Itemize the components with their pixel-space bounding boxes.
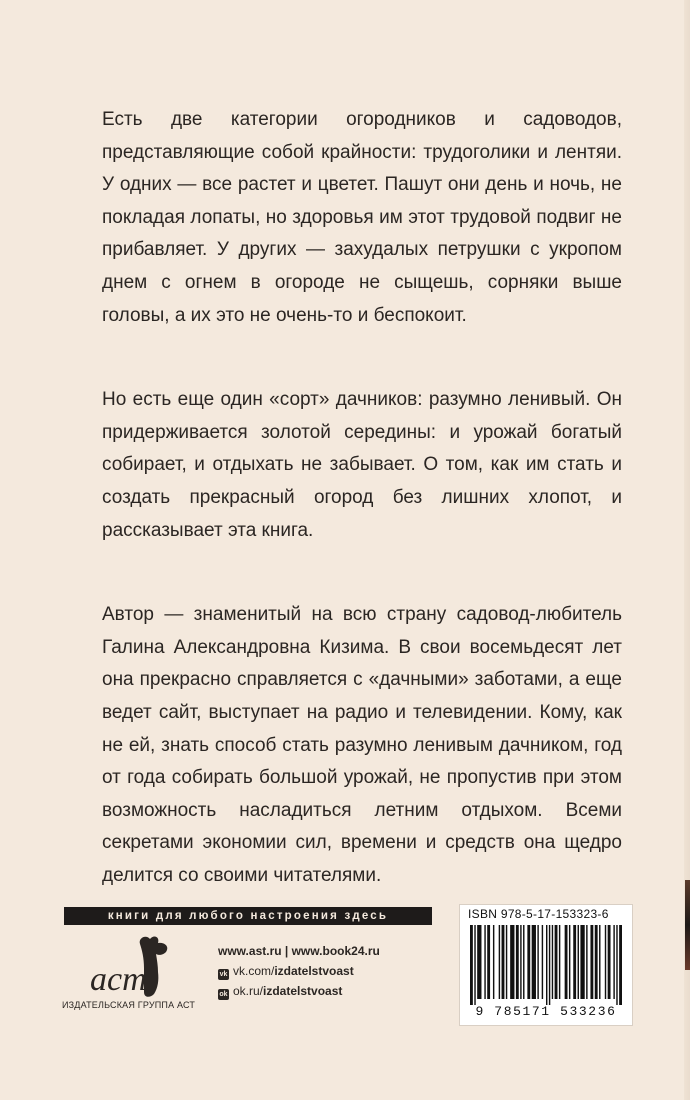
barcode-bar xyxy=(523,925,524,999)
barcode-bar xyxy=(573,925,576,999)
slogan-banner: книги для любого настроения здесь xyxy=(64,907,432,925)
book-description xyxy=(102,104,622,944)
barcode-bar xyxy=(613,925,614,999)
barcode-bar xyxy=(586,925,587,999)
vk-icon: vk xyxy=(219,971,228,978)
publisher-links xyxy=(218,941,380,1001)
barcode-bar xyxy=(565,925,568,999)
page-edge-shadow xyxy=(685,880,690,970)
barcode-bar xyxy=(608,925,611,999)
barcode-bar xyxy=(510,925,514,999)
publisher-name: ИЗДАТЕЛЬСКАЯ ГРУППА АСТ xyxy=(62,1000,196,1010)
isbn-label: ISBN 978-5-17-153323-6 xyxy=(468,907,609,921)
barcode-bar xyxy=(578,925,579,999)
barcode-bar xyxy=(532,925,536,999)
barcode-bar xyxy=(619,925,622,1005)
barcode-bar xyxy=(506,925,507,999)
barcode-bar xyxy=(516,925,519,999)
website-links[interactable]: www.ast.ru | www.book24.ru xyxy=(218,944,380,958)
vk-link[interactable]: vk vk.com/izdatelstvoast xyxy=(219,964,354,978)
barcode-bar xyxy=(555,925,558,999)
barcode-bar xyxy=(549,925,550,1005)
barcode-bar xyxy=(595,925,598,999)
barcode-bar xyxy=(527,925,530,999)
barcode xyxy=(470,925,622,1005)
barcode-bar xyxy=(470,925,473,1005)
barcode-bar xyxy=(599,925,600,999)
barcode-bar xyxy=(477,925,481,999)
barcode-bar xyxy=(493,925,494,999)
ok-link[interactable]: ok ok.ru/izdatelstvoast xyxy=(219,984,343,998)
barcode-bar xyxy=(502,925,505,999)
barcode-bar xyxy=(484,925,485,999)
barcode-bar xyxy=(559,925,560,999)
description-paragraph-3: Автор — знаменитый на всю страну садовод-любитель Галина Александровна Кизима. В свои восемьдесят лет она прекрасно справляется с «дачными» заботами, а еще ведет сайт, выступает на радио и телевидении. Кому, как не ей, знать способ стать разумно ленивым дачником, год от года собирать большой урожай, не пропустив при этом возможность насладиться летним отдыхом. Всеми секретами экономии сил, времени и средств она щедро делится со своими читателями. xyxy=(102,604,622,886)
description-paragraph-2: Но есть еще один «сорт» дачников: разумно ленивый. Он придерживается золотой середины: и урожай богатый собирает, и отдыхать не забывает. О том, как им стать и создать прекрасный огород без лишних хлопот, и рассказывает эта книга. xyxy=(102,389,622,541)
barcode-bar xyxy=(542,925,543,999)
barcode-bar xyxy=(580,925,584,999)
barcode-bar xyxy=(546,925,547,1005)
barcode-bar xyxy=(616,925,617,1005)
barcode-bar xyxy=(552,925,553,999)
barcode-bar xyxy=(487,925,490,999)
barcode-bar xyxy=(499,925,500,999)
barcode-bar xyxy=(605,925,606,999)
isbn-barcode-box xyxy=(459,904,633,1026)
ok-icon: ok xyxy=(219,991,228,998)
logo-text: аст xyxy=(90,961,147,998)
barcode-bar xyxy=(569,925,570,999)
ast-logo xyxy=(78,928,184,1002)
isbn-digits: 9 785171 533236 xyxy=(475,1004,617,1019)
barcode-bar xyxy=(590,925,593,999)
barcode-bar xyxy=(537,925,538,999)
barcode-bar xyxy=(520,925,521,999)
barcode-bar xyxy=(474,925,475,1005)
description-paragraph-1: Есть две категории огородников и садоводов, представляющие собой крайности: трудоголики и лентяи. У одних — все растет и цветет. Пашут они день и ночь, не покладая лопаты, но здоровья им этот трудовой подвиг не прибавляет. У других — захудалых петрушки с укропом днем с огнем в огороде не сыщешь, сорняки выше головы, а их это не очень-то и беспокоит. xyxy=(102,109,622,326)
